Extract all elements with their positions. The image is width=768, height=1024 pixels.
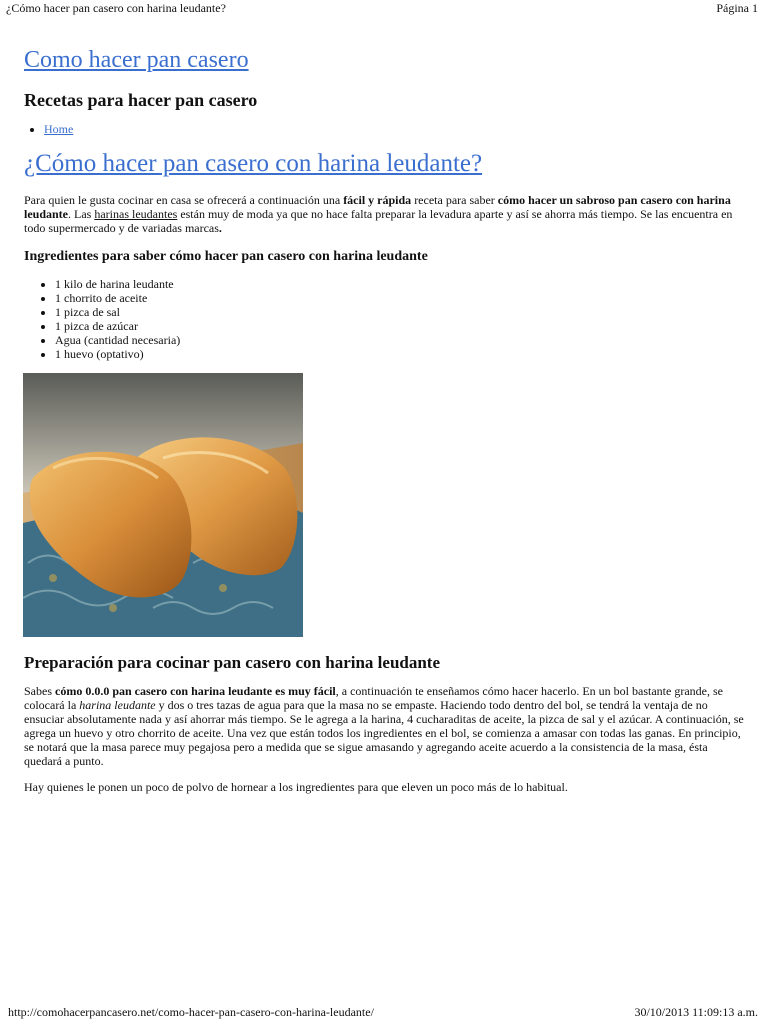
list-item: • 1 kilo de harina leudante bbox=[55, 277, 180, 291]
list-item: • 1 huevo (optativo) bbox=[55, 347, 180, 361]
bread-loaves-photo bbox=[23, 373, 303, 637]
print-footer-timestamp: 30/10/2013 11:09:13 a.m. bbox=[634, 1005, 758, 1019]
print-page-number: Página 1 bbox=[716, 0, 758, 15]
list-item: • 1 pizca de azúcar bbox=[55, 319, 180, 333]
preparation-paragraph: Sabes cómo 0.0.0 pan casero con harina leudante es muy fácil, a continuación te enseñamos cómo hacer hacerlo. En un bol bastante grande, se colocará la harina leudante y dos o tres tazas de agua para que la masa no se empaste. Haciendo todo dentro del bol, se tendrá la ventaja de no ensuciar absolutamente nada y así ahorrar más tiempo. Se le agrega a la harina, 4 cucharaditas de aceite, la pizca de sal y el azúcar. A continuación, se agrega un huevo y otro chorrito de aceite. Una vez que están todos los ingredientes en el bol, se comienza a amasar con todas las ganas. En principio, se notará que la masa parece muy pegajosa pero a medida que se sigue amasando y agregando aceite acuerdo a la consistencia de la masa, ésta quedará a punto. bbox=[24, 684, 744, 768]
print-header bbox=[6, 0, 758, 16]
preparation-heading: Preparación para cocinar pan casero con harina leudante bbox=[24, 653, 441, 672]
intro-paragraph: Para quien le gusta cocinar en casa se ofrecerá a continuación una fácil y rápida receta para saber cómo hacer un sabroso pan casero con harina leudante. Las harinas leudantes están muy de moda ya que no hace falta preparar la levadura aparte y así se ahorra más tiempo. Se las encuentra en todo supermercado y de variadas marcas. bbox=[24, 193, 733, 235]
extra-note-paragraph: Hay quienes le ponen un poco de polvo de hornear a los ingredientes para que eleven un poco más de lo habitual. bbox=[24, 780, 568, 794]
home-link[interactable]: Home bbox=[44, 122, 74, 136]
list-item: • Agua (cantidad necesaria) bbox=[55, 333, 180, 347]
site-tagline: Recetas para hacer pan casero bbox=[24, 90, 258, 110]
harinas-leudantes-link[interactable]: harinas leudantes bbox=[94, 207, 178, 221]
print-footer-url: http://comohacerpancasero.net/como-hacer-pan-casero-con-harina-leudante/ bbox=[8, 1005, 374, 1019]
list-item: • 1 chorrito de aceite bbox=[55, 291, 180, 305]
main-nav bbox=[24, 122, 73, 137]
site-title-link[interactable]: Como hacer pan casero bbox=[24, 47, 249, 73]
print-footer bbox=[8, 1005, 758, 1020]
nav-item-home bbox=[44, 122, 73, 137]
ingredients-heading: Ingredientes para saber cómo hacer pan casero con harina leudante bbox=[24, 249, 428, 264]
print-header-title: ¿Cómo hacer pan casero con harina leudante? bbox=[6, 0, 226, 15]
ingredients-list bbox=[24, 277, 180, 361]
list-item: • 1 pizca de sal bbox=[55, 305, 180, 319]
article-title-link[interactable]: ¿Cómo hacer pan casero con harina leudante? bbox=[24, 150, 483, 177]
